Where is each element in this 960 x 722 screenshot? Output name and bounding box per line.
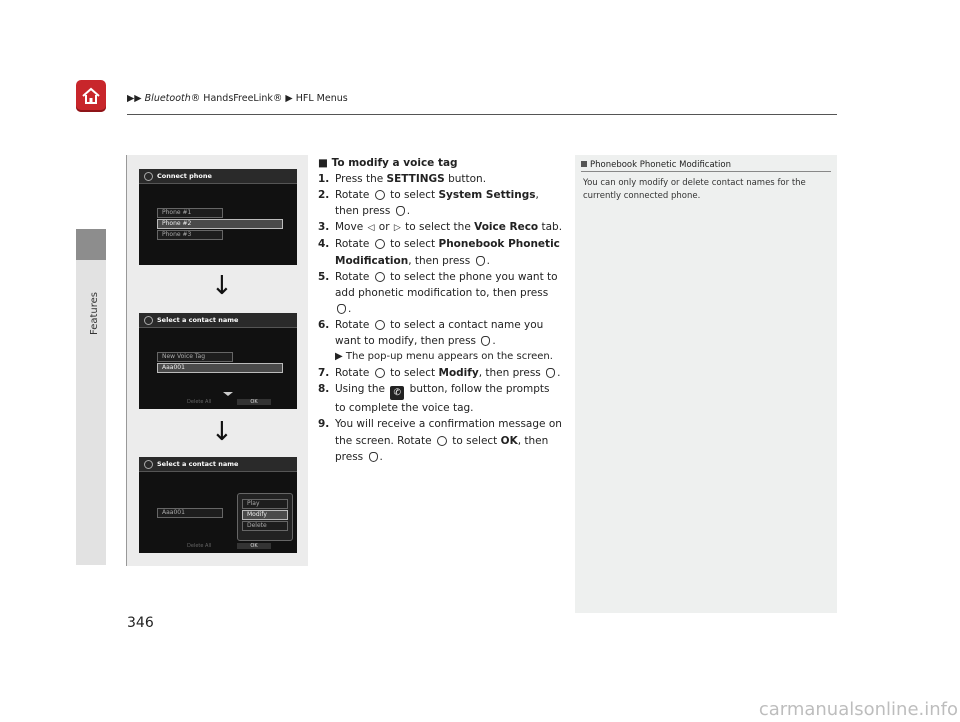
home-button[interactable] [76, 80, 106, 112]
rotate-dial-icon [375, 272, 385, 282]
screen-connect-phone [139, 169, 297, 265]
press-icon [337, 304, 346, 314]
press-icon [481, 336, 490, 346]
phone-icon [144, 316, 153, 325]
breadcrumb: ▶▶ Bluetooth® HandsFreeLink® ▶ HFL Menus [127, 93, 348, 104]
procedure-title: ■ To modify a voice tag [318, 157, 458, 169]
crumb-bluetooth[interactable]: Bluetooth [144, 93, 191, 104]
home-icon [81, 86, 101, 106]
press-icon [546, 368, 555, 378]
step-3: 3. Move ◁ or ▷ to select the Voice Reco tab. [318, 219, 563, 236]
list-item: New Voice Tag [157, 352, 233, 362]
popup-item: Delete [242, 521, 288, 531]
step-7: 7. Rotate to select Modify, then press . [318, 367, 561, 380]
screen-title: Select a contact name [157, 460, 239, 468]
press-icon [396, 206, 405, 216]
step-6-result: ▶ The pop-up menu appears on the screen. [335, 351, 553, 363]
note-body: You can only modify or delete contact names for the currently connected phone. [583, 178, 806, 201]
step-2: 2. Rotate to select System Settings, then press . [318, 189, 539, 218]
phone-icon [144, 172, 153, 181]
popup-item: Play [242, 499, 288, 509]
down-arrow-icon: ↓ [211, 271, 233, 301]
page-number: 346 [127, 615, 154, 631]
scroll-down-icon [223, 392, 233, 396]
move-right-icon: ▷ [393, 223, 401, 234]
down-arrow-icon: ↓ [211, 417, 233, 447]
step-1: 1. Press the SETTINGS button. [318, 173, 487, 186]
sidebar-label: Features [89, 292, 100, 335]
screen-popup-menu: Select a contact name Aaa001 Play Modify Delete Delete All OK [139, 457, 297, 553]
list-item: Aaa001 [157, 508, 223, 518]
note-title: Phonebook Phonetic Modification [581, 160, 731, 170]
talk-button-icon: ✆ [390, 386, 404, 400]
sidebar-tab[interactable] [76, 229, 106, 260]
rotate-dial-icon [375, 320, 385, 330]
note-panel [575, 155, 837, 613]
rotate-dial-icon [437, 436, 447, 446]
watermark[interactable]: carmanualsonline.info [758, 699, 958, 720]
rotate-dial-icon [375, 239, 385, 249]
screen-select-contact: Select a contact name New Voice Tag Aaa001 Delete All OK [139, 313, 297, 409]
list-item: Phone #2 [157, 219, 283, 229]
procedure [318, 155, 563, 465]
step-8: 8. Using the ✆ button, follow the prompts to complete the voice tag. [318, 383, 550, 415]
phone-icon [144, 460, 153, 469]
press-icon [369, 452, 378, 462]
screen-title: Select a contact name [157, 316, 239, 324]
list-item: Phone #1 [157, 208, 223, 218]
note-rule [581, 171, 831, 172]
note-icon [581, 161, 587, 167]
header-rule [127, 114, 837, 115]
step-6: 6. Rotate to select a contact name you want to modify, then press . [318, 318, 544, 348]
screen-figures [126, 155, 308, 566]
popup-menu [237, 493, 293, 541]
list-item: Phone #3 [157, 230, 223, 240]
press-icon [476, 256, 485, 266]
list-item: Aaa001 [157, 363, 283, 373]
move-left-icon: ◁ [367, 223, 375, 234]
step-5: 5. Rotate to select the phone you want to add phonetic modification to, then press . [318, 270, 558, 315]
popup-item: Modify [242, 510, 288, 520]
screen-title: Connect phone [157, 172, 212, 180]
crumb-rest[interactable]: ® HandsFreeLink® ▶ HFL Menus [190, 93, 348, 104]
step-4: 4. Rotate to select Phonebook Phonetic Modification, then press . [318, 238, 560, 267]
rotate-dial-icon [375, 368, 385, 378]
step-9: 9. You will receive a confirmation message on the screen. Rotate to select OK, then press . [318, 418, 562, 463]
rotate-dial-icon [375, 190, 385, 200]
